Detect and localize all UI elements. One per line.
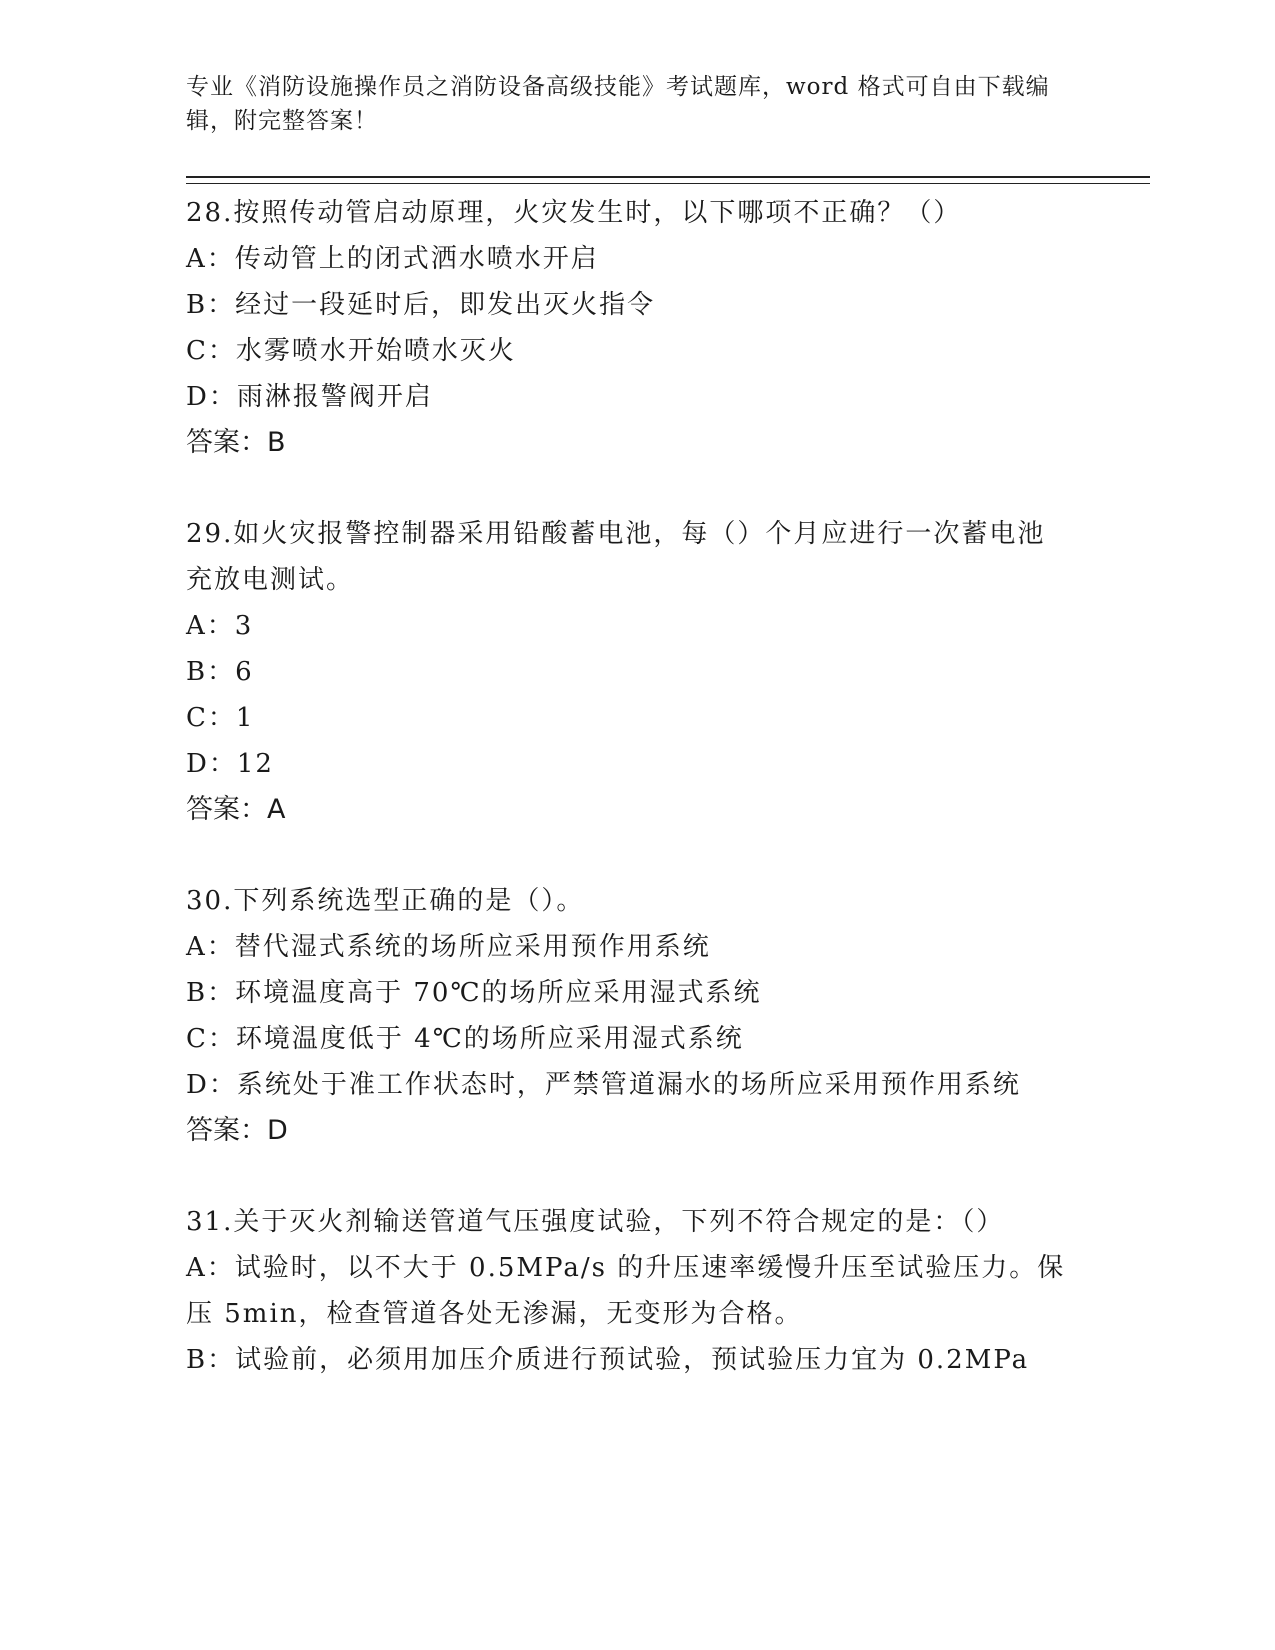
option-b: B：环境温度高于 70℃的场所应采用湿式系统	[186, 978, 762, 1008]
option-a: A：传动管上的闭式洒水喷水开启	[186, 244, 599, 274]
option-d: D：系统处于准工作状态时，严禁管道漏水的场所应采用预作用系统	[186, 1070, 1021, 1100]
question-stem-line-2: 充放电测试。	[186, 565, 355, 595]
question-30	[186, 878, 1086, 1154]
option-a: A：替代湿式系统的场所应采用预作用系统	[186, 932, 711, 962]
question-list	[186, 190, 1086, 1383]
option-c: C：环境温度低于 4℃的场所应采用湿式系统	[186, 1024, 744, 1054]
document-header: 专业《消防设施操作员之消防设备高级技能》考试题库，word 格式可自由下载编辑，附完整答案！	[186, 74, 1050, 134]
question-stem: 30.下列系统选型正确的是（）。	[186, 886, 585, 916]
option-d: D：雨淋报警阀开启	[186, 382, 433, 412]
question-29	[186, 511, 1086, 833]
question-stem-line-1: 29.如火灾报警控制器采用铅酸蓄电池，每（）个月应进行一次蓄电池	[186, 519, 1046, 549]
option-a: A：3	[186, 611, 254, 641]
question-stem: 28.按照传动管启动原理，火灾发生时，以下哪项不正确？（）	[186, 198, 962, 228]
option-b: B：试验前，必须用加压介质进行预试验，预试验压力宜为 0.2MPa	[186, 1345, 1030, 1375]
option-b: B：6	[186, 657, 254, 687]
option-b: B：经过一段延时后，即发出灭火指令	[186, 290, 656, 320]
header-divider-thick	[186, 176, 1150, 178]
option-d: D：12	[186, 749, 274, 779]
question-28	[186, 190, 1086, 466]
option-c: C：水雾喷水开始喷水灭火	[186, 336, 516, 366]
answer: 答案：B	[186, 427, 286, 458]
header-divider-thin	[186, 183, 1150, 184]
answer: 答案：D	[186, 1115, 288, 1146]
option-a-line-1: A：试验时，以不大于 0.5MPa/s 的升压速率缓慢升压至试验压力。保	[186, 1253, 1066, 1283]
question-31	[186, 1199, 1086, 1383]
option-c: C：1	[186, 703, 255, 733]
option-a-line-2: 压 5min，检查管道各处无渗漏，无变形为合格。	[186, 1299, 803, 1329]
answer: 答案：A	[186, 794, 286, 825]
question-stem: 31.关于灭火剂输送管道气压强度试验，下列不符合规定的是：（）	[186, 1207, 1005, 1237]
